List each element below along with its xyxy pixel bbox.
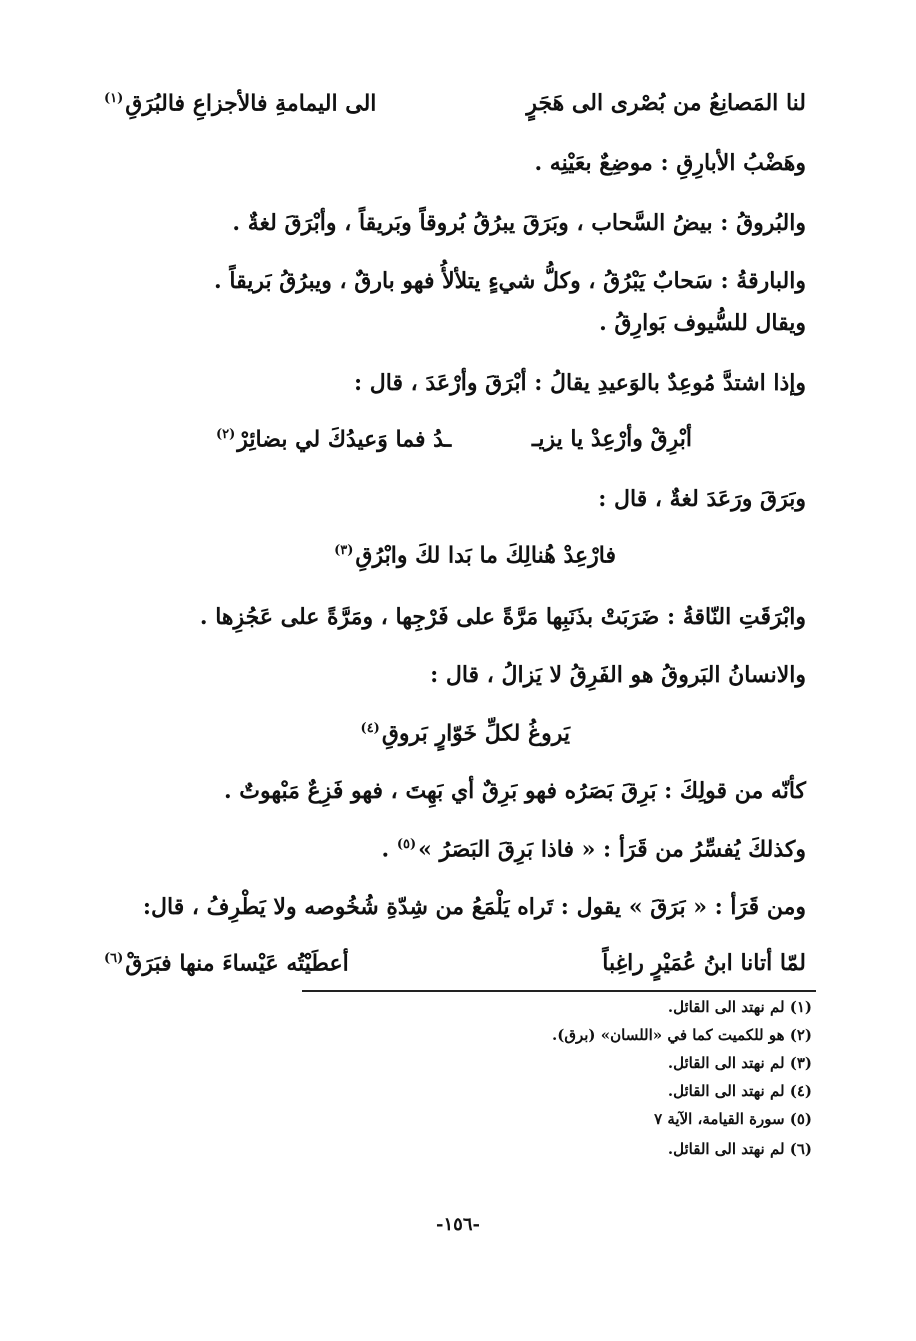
text-line: كأنّه من قولِكَ : بَرِقَ بَصَرُه فهو بَرِقٌ أي بَهِتَ ، فهو فَزِعٌ مَبْهوتٌ . [223,778,806,804]
text-line: وكذلكَ يُفسِّرُ من قَرَأ : « فاذا بَرِقَ البَصَرُ »$^{(٥)}$ . [381,836,806,863]
footnote-marker: (٦) [104,951,124,966]
verse-centered: فارْعِدْ هُنالِكَ ما بَدا لكَ وابْرُقِ$^{(٣)}$ [334,542,616,569]
text-line: وهَضْبُ الأبارِقِ : موضِعٌ بعَيْنِه . [534,150,806,176]
footnote: (٦) لم نهتد الى القائل. [667,1140,812,1158]
footnote-separator [302,990,816,992]
text-line: والانسانُ البَروقُ هو الفَرِقُ لا يَزالُ ، قال : [430,662,806,688]
footnote-marker: (١) [104,91,124,106]
footnote: (٣) لم نهتد الى القائل. [667,1054,812,1072]
text-line: وابْرَقَتِ النّاقةُ : ضَرَبَتْ بذَنَبِها مَرَّةً على فَرْجِها ، ومَرَّةً على عَجُزِها . [199,604,806,630]
text-line: والبُروقُ : بيضُ السَّحاب ، وبَرَقَ يبرُقُ بُروقاً وبَريقاً ، وأبْرَقَ لغةٌ . [232,210,806,236]
footnote: (٥) سورة القيامة، الآية ٧ [654,1110,812,1128]
text-line: وبَرَقَ ورَعَدَ لغةٌ ، قال : [598,486,806,512]
verse-hemistich-right: أبْرِقْ وأرْعِدْ يا يزيـ [531,426,692,452]
footnote-marker: (٢) [216,427,236,442]
text-line: وإذا اشتدَّ مُوعِدٌ بالوَعيدِ يقالُ : أبْرَقَ وأرْعَدَ ، قال : [354,370,806,396]
footnote: (١) لم نهتد الى القائل. [667,998,812,1016]
verse-hemistich-right: لنا المَصانِعُ من بُصْرى الى هَجَرٍ [526,90,806,116]
page-number: -١٥٦- [436,1214,480,1235]
verse-hemistich-left: الى اليمامةِ فالأجزاعِ فالبُرَقِ$^{(١)}$ [104,90,377,117]
verse-hemistich-left: أعطَيْتُه عَيْساءَ منها فبَرَقْ$^{(٦)}$ [104,950,349,977]
text-line: ومن قَرَأ : « بَرَقَ » يقول : تَراه يَلْمَعُ من شِدّةِ شُخُوصه ولا يَطْرِفُ ، قال: [142,894,806,920]
footnote-marker: (٥) [396,837,417,852]
text-line: ويقال للسُّيوف بَوارِقُ . [599,310,806,336]
footnote: (٤) لم نهتد الى القائل. [667,1082,812,1100]
verse-hemistich-left: ـدُ فما وَعيدُكَ لي بضائِرْ$^{(٢)}$ [216,426,452,453]
footnote-marker: (٤) [360,721,380,736]
text-line: والبارقةُ : سَحابٌ يَبْرُقُ ، وكلُّ شيءٍ يتلألأُ فهو بارقٌ ، ويبرُقُ بَريقاً . [214,268,806,294]
footnote: (٢) هو للكميت كما في «اللسان» (برق). [552,1026,812,1044]
verse-centered: يَروغُ لكلِّ خَوّارٍ بَروقِ$^{(٤)}$ [360,720,570,747]
footnote-marker: (٣) [334,543,354,558]
verse-hemistich-right: لمّا أتانا ابنُ عُمَيْرٍ راغِباً [602,950,806,976]
